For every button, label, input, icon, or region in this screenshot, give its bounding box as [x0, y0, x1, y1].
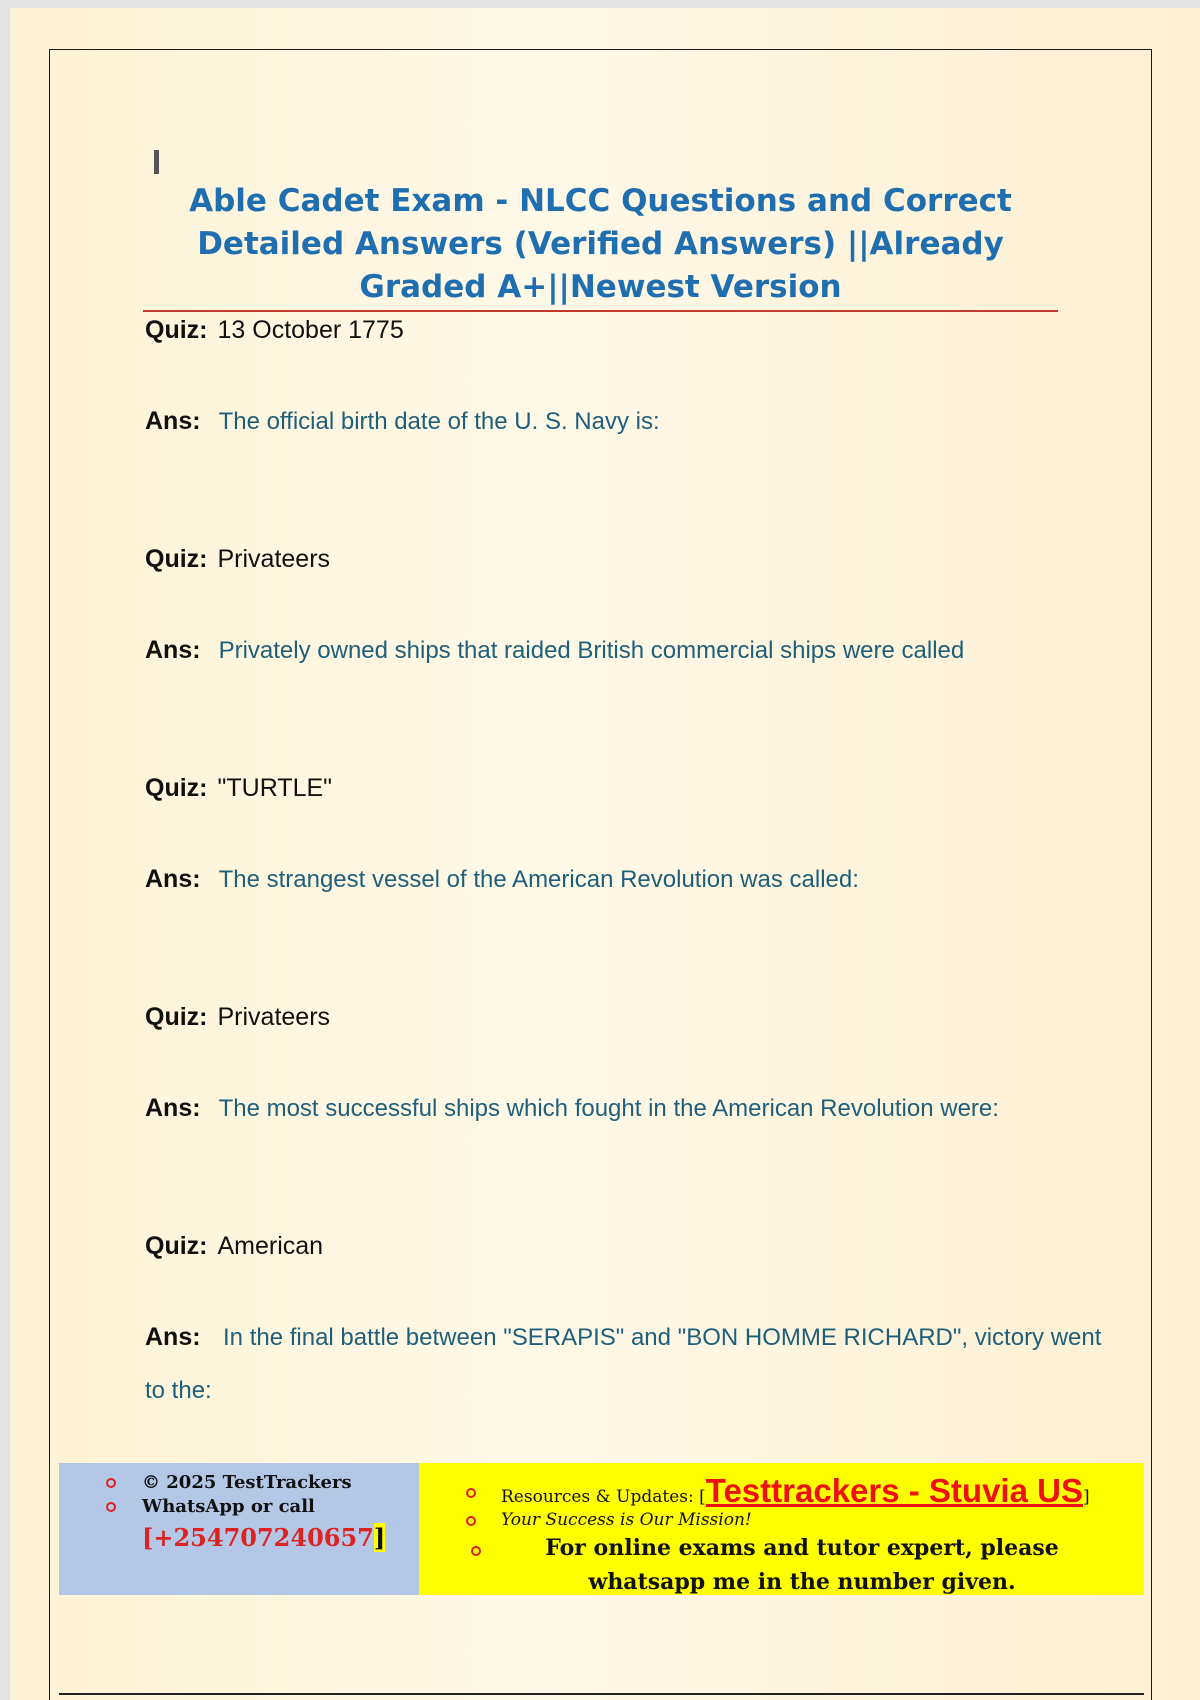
- qa-item: [145, 774, 1105, 1003]
- bullet-icon: [106, 1478, 116, 1488]
- ans-label: Ans:: [145, 636, 201, 664]
- quiz-answer: 13 October 1775: [217, 316, 404, 344]
- quiz-row: [145, 545, 1105, 587]
- bullet-icon: [106, 1502, 116, 1512]
- qa-item: [145, 545, 1105, 774]
- resources-panel: [419, 1463, 1144, 1595]
- ans-question: Privately owned ships that raided British commercial ships were called: [218, 637, 965, 664]
- ans-row: [145, 625, 1105, 676]
- ans-question: In the final battle between "SERAPIS" and "BON HOMME RICHARD", victory went to the:: [145, 1324, 1102, 1404]
- quiz-row: [145, 316, 1105, 358]
- stuvia-link[interactable]: Testtrackers - Stuvia US: [705, 1472, 1083, 1509]
- bullet-icon: [466, 1516, 476, 1526]
- phone-number[interactable]: +254707240657: [153, 1523, 374, 1552]
- phone-line: [+254707240657]: [142, 1523, 386, 1552]
- ans-row: [145, 854, 1105, 905]
- quiz-label: Quiz:: [145, 774, 208, 802]
- ans-row: [145, 396, 1105, 447]
- quiz-answer: American: [217, 1232, 324, 1260]
- quiz-row: [145, 1003, 1105, 1045]
- bullet-icon: [466, 1488, 476, 1498]
- ans-question: The official birth date of the U. S. Navy is:: [218, 408, 660, 435]
- mission-text: Your Success is Our Mission!: [501, 1510, 752, 1530]
- contact-panel: [59, 1463, 419, 1595]
- resources-label: Resources & Updates: [: [501, 1487, 706, 1507]
- quiz-row: [145, 1232, 1105, 1274]
- ans-label: Ans:: [145, 865, 201, 893]
- title-underline: [143, 310, 1058, 312]
- promo-footer: [59, 1463, 1144, 1595]
- ans-row: [145, 1312, 1105, 1419]
- ans-label: Ans:: [145, 1323, 201, 1351]
- document-title: Able Cadet Exam - NLCC Questions and Correct Detailed Answers (Verified Answers) ||Already Graded A+||Newest Version: [189, 183, 1012, 305]
- quiz-answer: "TURTLE": [217, 774, 333, 802]
- qa-item: [145, 1232, 1105, 1419]
- quiz-answer: Privateers: [217, 545, 331, 573]
- qa-item: [145, 1003, 1105, 1232]
- ans-row: [145, 1083, 1105, 1134]
- ans-label: Ans:: [145, 407, 201, 435]
- text-cursor-mark: [154, 150, 159, 174]
- quiz-label: Quiz:: [145, 316, 208, 344]
- qa-list: [145, 316, 1105, 1419]
- bullet-icon: [471, 1546, 481, 1556]
- online-exams-text: For online exams and tutor expert, please whatsapp me in the number given.: [545, 1535, 1059, 1595]
- resources-close: ]: [1082, 1487, 1090, 1507]
- quiz-label: Quiz:: [145, 1232, 208, 1260]
- copyright-text: © 2025 TestTrackers: [142, 1472, 352, 1493]
- quiz-label: Quiz:: [145, 1003, 208, 1031]
- qa-item: [145, 316, 1105, 545]
- bottom-rule: [59, 1693, 1144, 1695]
- quiz-row: [145, 774, 1105, 816]
- ans-question: The most successful ships which fought in the American Revolution were:: [218, 1095, 999, 1122]
- whatsapp-label: WhatsApp or call: [142, 1496, 315, 1517]
- ans-question: The strangest vessel of the American Revolution was called:: [218, 866, 859, 893]
- ans-label: Ans:: [145, 1094, 201, 1122]
- quiz-answer: Privateers: [217, 1003, 331, 1031]
- quiz-label: Quiz:: [145, 545, 208, 573]
